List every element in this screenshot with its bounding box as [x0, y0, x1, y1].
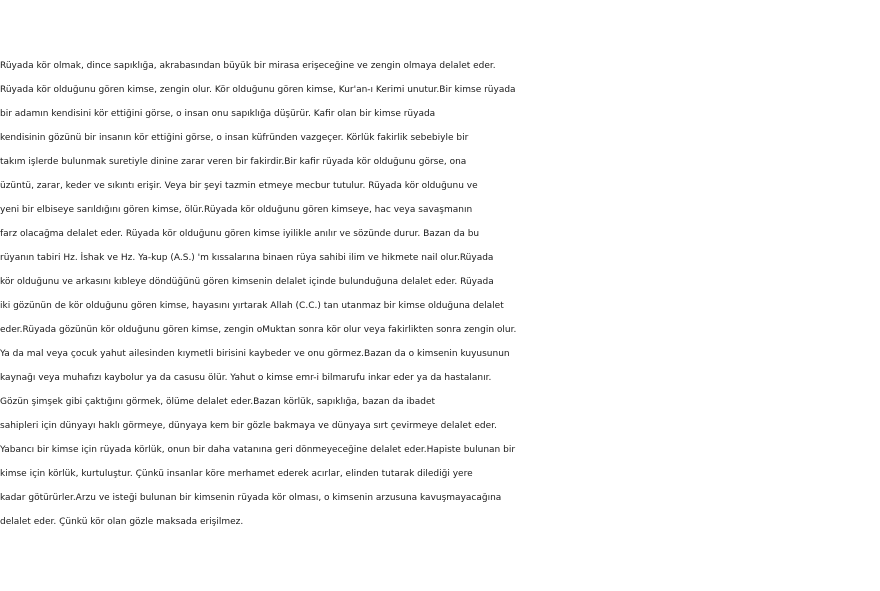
text-line: sahipleri için dünyayı haklı görmeye, dünyaya kem bir gözle bakmaya ve dünyaya sırt çevirmeye delalet eder.: [0, 421, 497, 431]
text-line: Yabancı bir kimse için rüyada körlük, onun bir daha vatanına geri dönmeyeceğine delalet eder.Hapiste bulunan bir: [0, 445, 516, 455]
text-line: farz olacağma delalet eder. Rüyada kör olduğunu gören kimse iyilikle anılır ve sözünde durur. Bazan da bu: [0, 229, 480, 239]
text-line: bir adamın kendisini kör ettiğini görse, o insan onu sapıklığa düşürür. Kafir olan bir kimse rüyada: [0, 109, 436, 119]
text-line: kör olduğunu ve arkasını kıbleye döndüğünü gören kimsenin delalet içinde bulunduğuna delalet eder. Rüyada: [0, 277, 494, 287]
text-line: Ya da mal veya çocuk yahut ailesinden kıymetli birisini kaybeder ve onu görmez.Bazan da o kimsenin kuyusunun: [0, 349, 510, 359]
text-line: Rüyada kör olduğunu gören kimse, zengin olur. Kör olduğunu gören kimse, Kur'an-ı Kerimi unutur.Bir kimse rüyada: [0, 85, 516, 95]
text-line: Rüyada kör olmak, dince sapıklığa, akrabasından büyük bir mirasa erişeceğine ve zengin olmaya delalet eder.: [0, 61, 496, 71]
text-line: rüyanın tabiri Hz. İshak ve Hz. Ya-kup (A.S.) 'm kıssalarına binaen rüya sahibi ilim ve hikmete nail olur.Rüyada: [0, 253, 494, 263]
text-line: kadar götürürler.Arzu ve isteği bulunan bir kimsenin rüyada kör olması, o kimsenin arzusuna kavuşmayacağına: [0, 493, 502, 503]
text-line: delalet eder. Çünkü kör olan gözle maksada erişilmez.: [0, 517, 244, 527]
article-body: [0, 54, 880, 534]
text-line: kimse için körlük, kurtuluştur. Çünkü insanlar köre merhamet ederek acırlar, elinden tutarak dilediği yere: [0, 469, 473, 479]
text-line: iki gözünün de kör olduğunu gören kimse, hayasını yırtarak Allah (C.C.) tan utanmaz bir kimse olduğuna delalet: [0, 301, 504, 311]
text-line: Gözün şimşek gibi çaktığını görmek, ölüme delalet eder.Bazan körlük, sapıklığa, bazan da ibadet: [0, 397, 436, 407]
text-line: üzüntü, zarar, keder ve sıkıntı erişir. Veya bir şeyi tazmin etmeye mecbur tutulur. Rüyada kör olduğunu ve: [0, 181, 478, 191]
text-line: eder.Rüyada gözünün kör olduğunu gören kimse, zengin oMuktan sonra kör olur veya fakirlikten sonra zengin olur.: [0, 325, 517, 335]
text-line: takım işlerde bulunmak suretiyle dinine zarar veren bir fakirdir.Bir kafir rüyada kör olduğunu görse, ona: [0, 157, 467, 167]
text-line: kaynağı veya muhafızı kaybolur ya da casusu ölür. Yahut o kimse emr-i bilmarufu inkar eder ya da hastalanır.: [0, 373, 492, 383]
text-line: kendisinin gözünü bir insanın kör ettiğini görse, o insan küfründen vazgeçer. Körlük fakirlik sebebiyle bir: [0, 133, 469, 143]
text-line: yeni bir elbiseye sarıldığını gören kimse, ölür.Rüyada kör olduğunu gören kimseye, hac veya savaşmanın: [0, 205, 473, 215]
